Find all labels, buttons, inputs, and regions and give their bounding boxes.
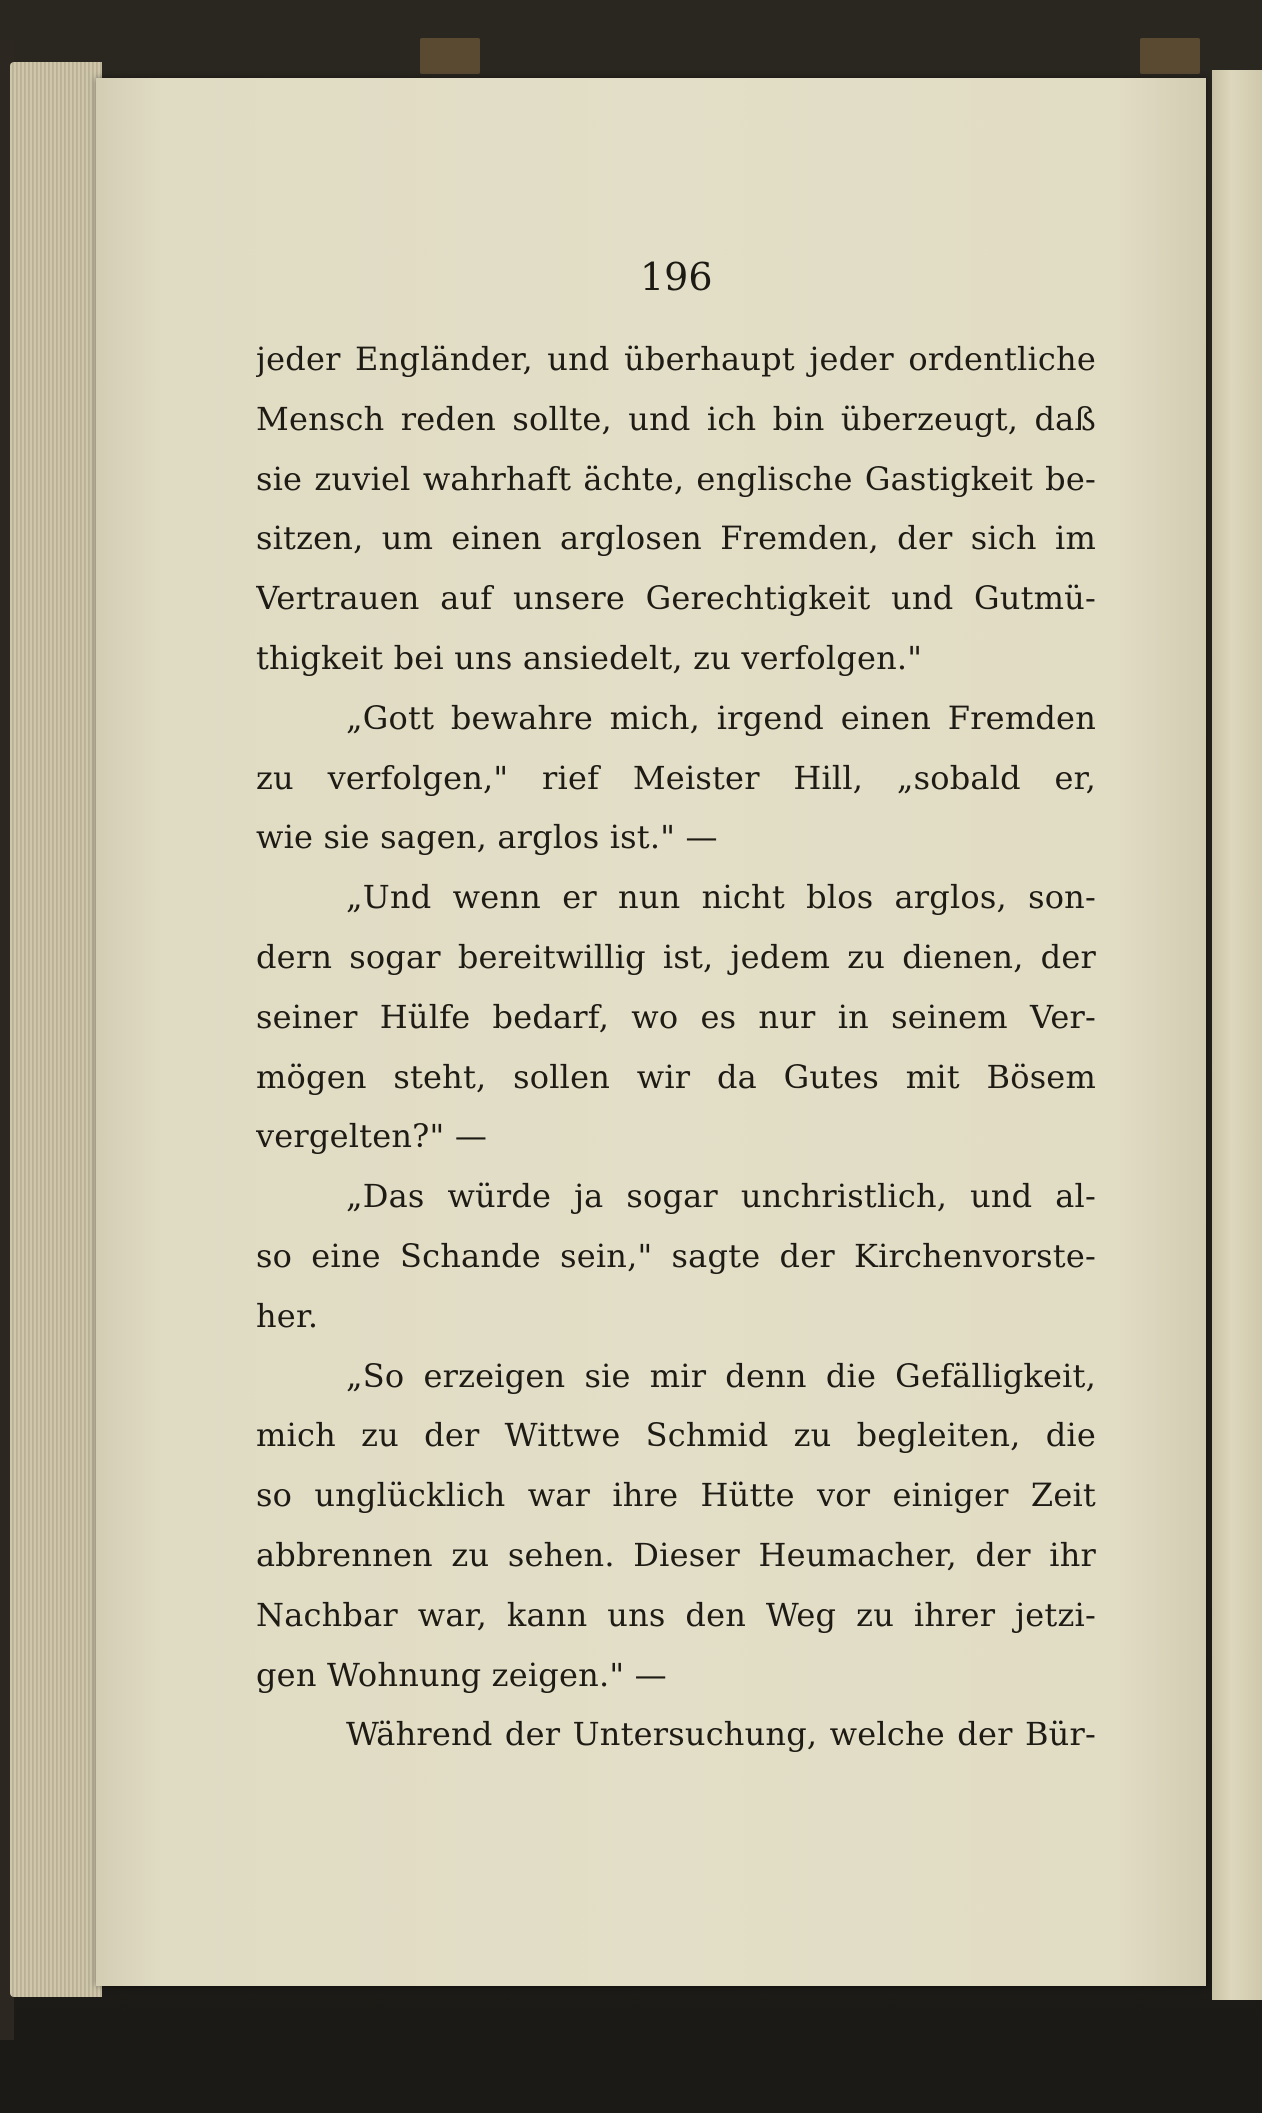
text-line: „Und wenn er nun nicht blos arglos, son- bbox=[346, 878, 1096, 917]
text-line: Nachbar war, kann uns den Weg zu ihrer jetzi- bbox=[256, 1595, 1096, 1634]
text-line: so unglücklich war ihre Hütte vor einiger Zeit bbox=[256, 1476, 1096, 1515]
text-line: „So erzeigen sie mir denn die Gefälligkeit, bbox=[346, 1356, 1096, 1395]
text-line: mögen steht, sollen wir da Gutes mit Bösem bbox=[256, 1057, 1096, 1096]
text-line: wie sie sagen, arglos ist." — bbox=[256, 818, 718, 857]
text-line: Mensch reden sollte, und ich bin überzeugt, daß bbox=[256, 399, 1096, 438]
text-line: thigkeit bei uns ansiedelt, zu verfolgen." bbox=[256, 638, 923, 677]
text-line: vergelten?" — bbox=[256, 1117, 488, 1156]
text-line: so eine Schande sein," sagte der Kirchenvorste- bbox=[256, 1236, 1096, 1275]
text-line: „Das würde ja sogar unchristlich, und al- bbox=[346, 1177, 1096, 1216]
text-line: „Gott bewahre mich, irgend einen Fremden bbox=[346, 698, 1096, 737]
page-edges bbox=[10, 62, 102, 1997]
binding-tab bbox=[420, 38, 480, 74]
next-page-edge bbox=[1212, 70, 1262, 2000]
text-line: zu verfolgen," rief Meister Hill, „sobald er, bbox=[256, 758, 1096, 797]
text-line: dern sogar bereitwillig ist, jedem zu dienen, der bbox=[256, 937, 1096, 976]
text-line: her. bbox=[256, 1296, 319, 1335]
text-line: mich zu der Wittwe Schmid zu begleiten, die bbox=[256, 1416, 1096, 1455]
text-line: abbrennen zu sehen. Dieser Heumacher, der ihr bbox=[256, 1535, 1096, 1574]
text-line: seiner Hülfe bedarf, wo es nur in seinem Ver- bbox=[256, 997, 1096, 1036]
binding-tab bbox=[1140, 38, 1200, 74]
body-text bbox=[256, 330, 1096, 1765]
text-line: sitzen, um einen arglosen Fremden, der sich im bbox=[256, 519, 1096, 558]
text-line: jeder Engländer, und überhaupt jeder ordentliche bbox=[256, 340, 1096, 378]
text-line: Vertrauen auf unsere Gerechtigkeit und Gutmü- bbox=[256, 579, 1096, 618]
text-line: Während der Untersuchung, welche der Bür- bbox=[346, 1715, 1096, 1754]
page-number: 196 bbox=[640, 255, 713, 299]
text-line: gen Wohnung zeigen." — bbox=[256, 1655, 667, 1694]
text-line: sie zuviel wahrhaft ächte, englische Gastigkeit be- bbox=[256, 459, 1096, 498]
